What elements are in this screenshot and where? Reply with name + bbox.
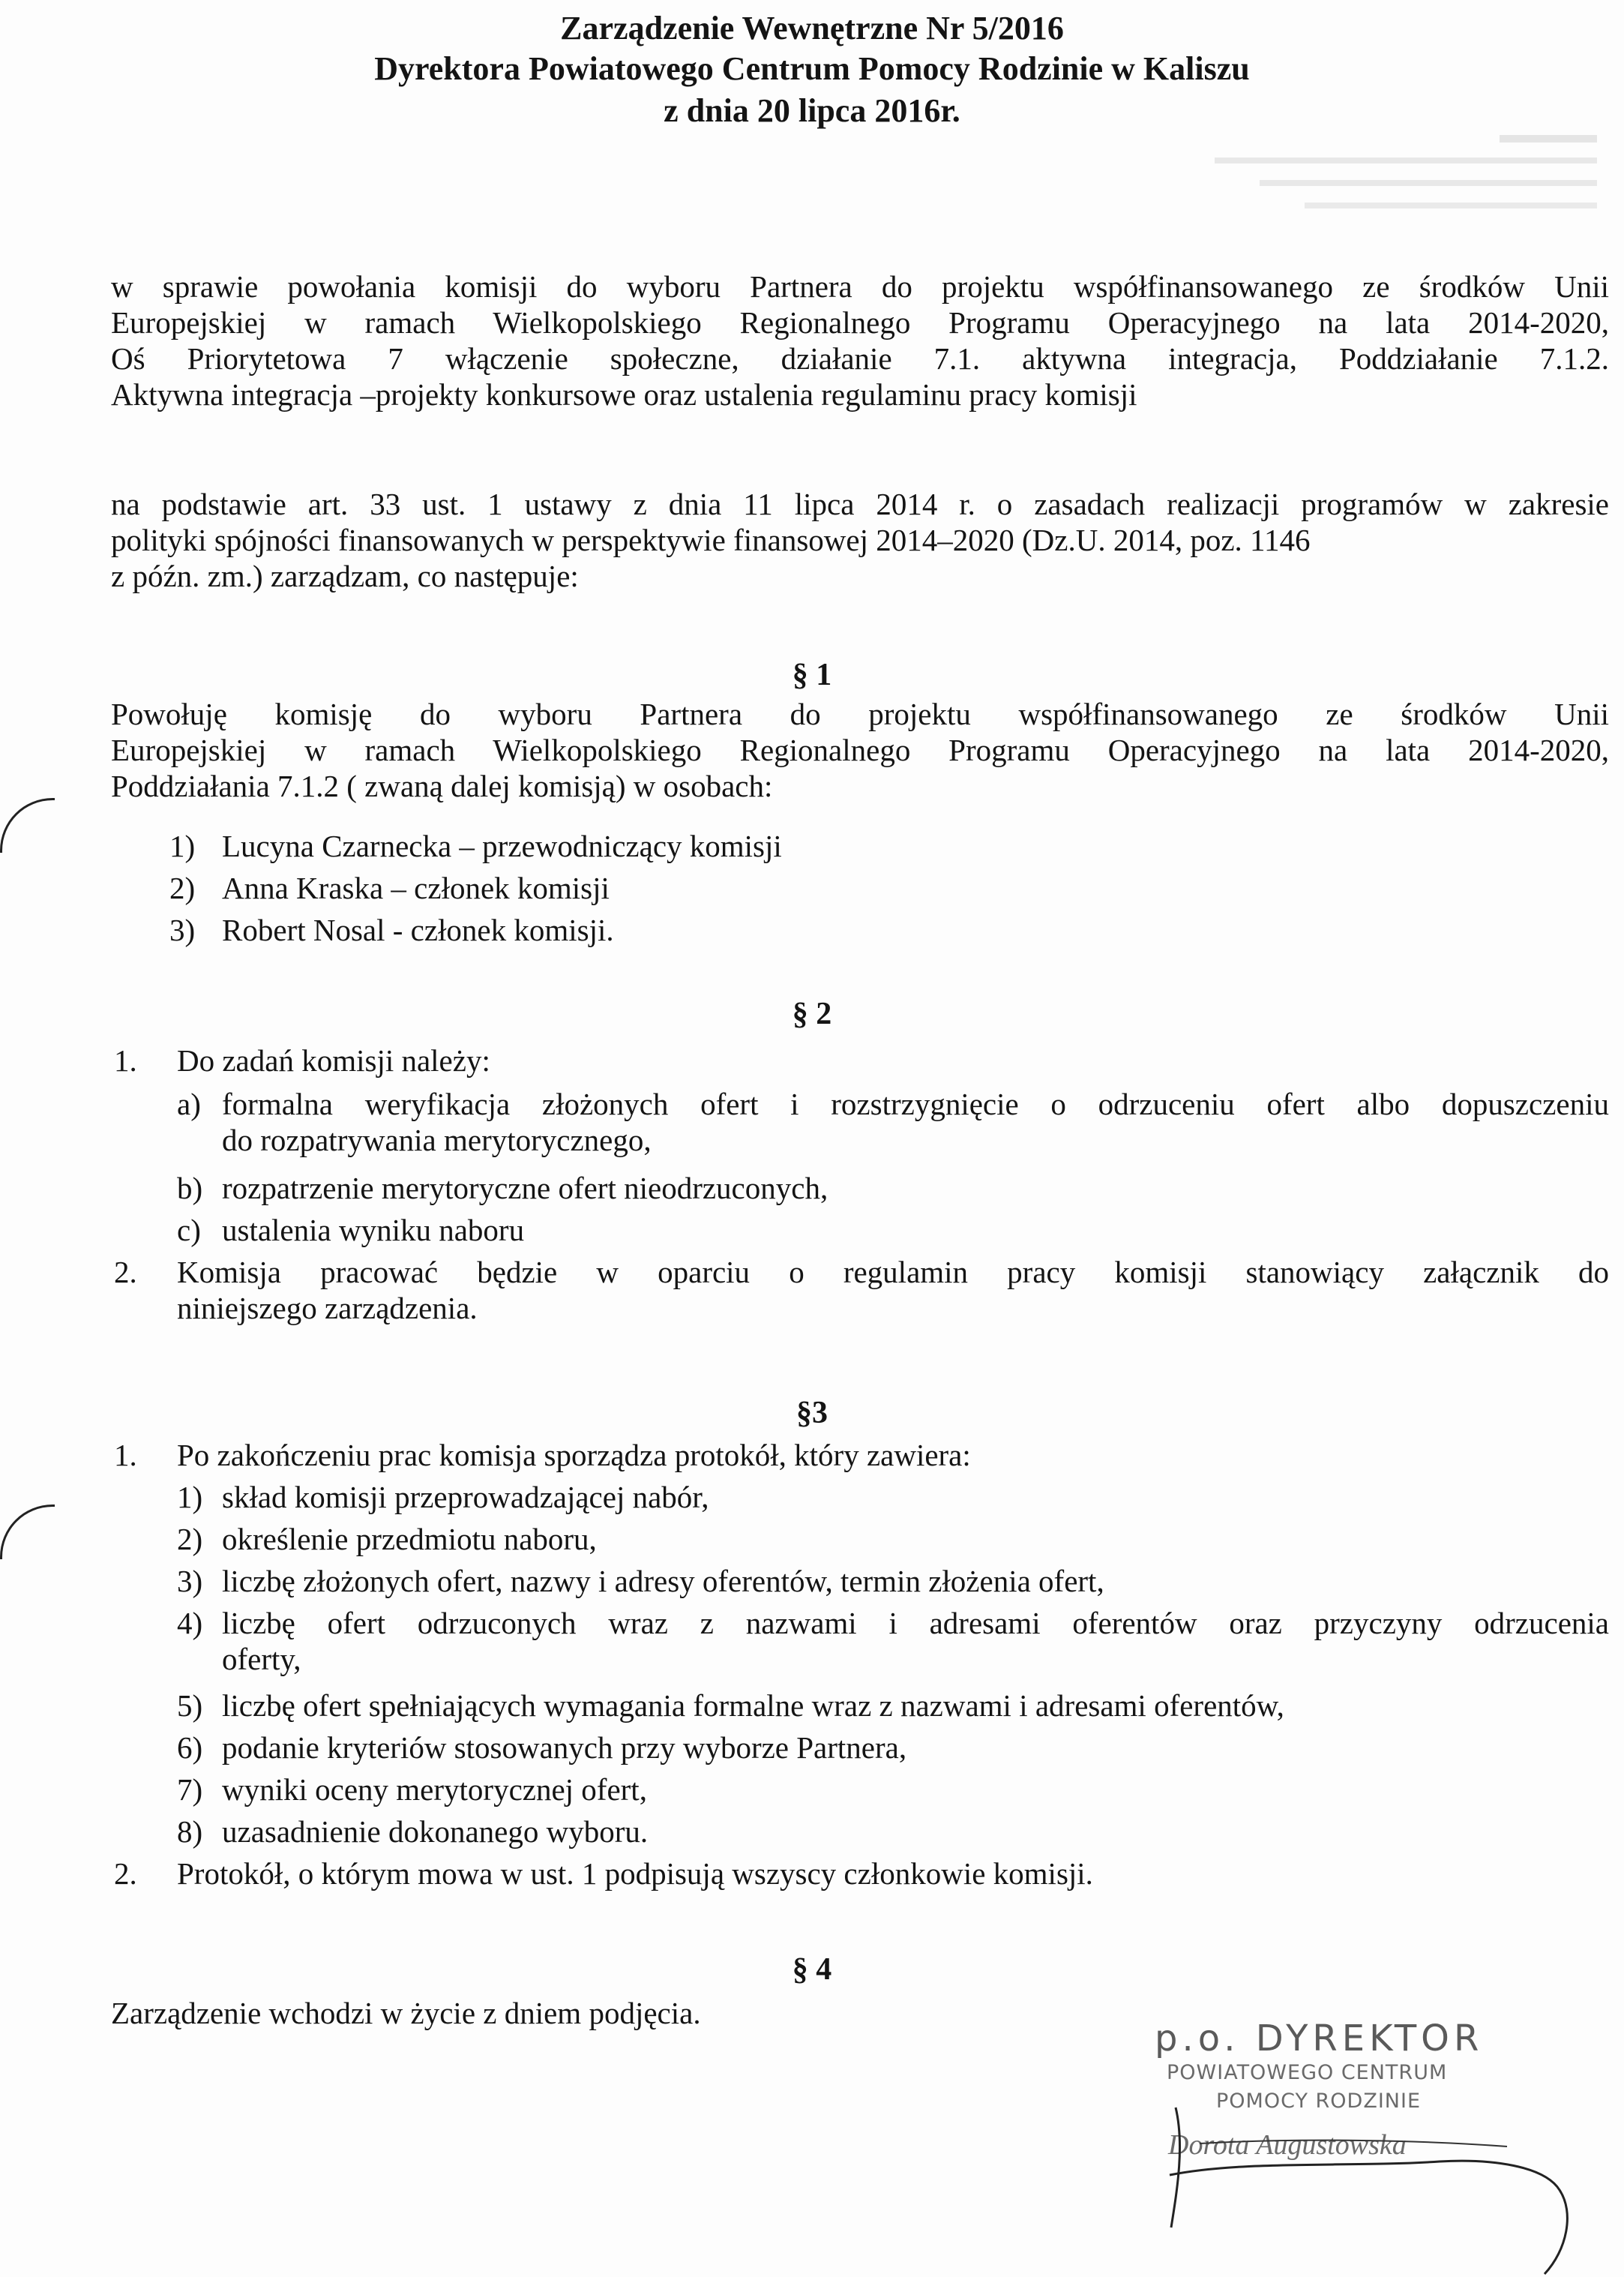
- letter-item-a: [222, 1086, 1609, 1158]
- paragraph-line: Komisja pracować będzie w oparciu o regulamin pracy komisji stanowiący załącznik do: [177, 1255, 1609, 1289]
- paragraph-text: Po zakończeniu prac komisja sporządza protokół, który zawiera:: [177, 1438, 971, 1472]
- protocol-item: określenie przedmiotu naboru,: [222, 1522, 597, 1556]
- protocol-item-number: 4): [177, 1606, 203, 1640]
- member-item: Robert Nosal - członek komisji.: [222, 913, 614, 947]
- protocol-item-line: oferty,: [222, 1642, 301, 1676]
- letter-marker: c): [177, 1213, 201, 1247]
- effective-clause: Zarządzenie wchodzi w życie z dniem podjęcia.: [111, 1996, 701, 2030]
- doc-title-line1: Zarządzenie Wewnętrzne Nr 5/2016: [560, 10, 1064, 46]
- member-number: 2): [169, 871, 196, 905]
- s1-line: Poddziałania 7.1.2 ( zwaną dalej komisją) w osobach:: [111, 769, 773, 803]
- stamp-name: Dorota Augustowska: [1168, 2129, 1407, 2161]
- paragraph-text: [177, 1254, 1609, 1326]
- stamp-institution-line1: POWIATOWEGO CENTRUM: [1167, 2061, 1448, 2084]
- paragraph-number: 2.: [114, 1856, 137, 1891]
- section-3-heading: §3: [796, 1396, 828, 1430]
- section-1-heading: § 1: [792, 658, 832, 692]
- protocol-item: skład komisji przeprowadzającej nabór,: [222, 1480, 709, 1514]
- letter-line: do rozpatrywania merytorycznego,: [222, 1123, 652, 1157]
- protocol-item: liczbę ofert spełniających wymagania formalne wraz z nazwami i adresami oferentów,: [222, 1688, 1284, 1723]
- handwritten-signature: [1155, 2078, 1605, 2277]
- basis-line: na podstawie art. 33 ust. 1 ustawy z dnia 11 lipca 2014 r. o zasadach realizacji programów w zakresie: [111, 487, 1609, 521]
- protocol-item-number: 3): [177, 1564, 203, 1598]
- protocol-item: podanie kryteriów stosowanych przy wyborze Partnera,: [222, 1730, 907, 1765]
- subject-line: Oś Priorytetowa 7 włączenie społeczne, działanie 7.1. aktywna integracja, Poddziałanie 7.1.2.: [111, 341, 1609, 376]
- paragraph-line: niniejszego zarządzenia.: [177, 1291, 478, 1325]
- letter-marker: b): [177, 1171, 203, 1205]
- protocol-item-number: 8): [177, 1814, 203, 1849]
- bleed-through-texture: [1215, 128, 1605, 218]
- protocol-item-number: 6): [177, 1730, 203, 1765]
- stamp-institution-line2: POMOCY RODZINIE: [1216, 2090, 1422, 2113]
- protocol-item-number: 7): [177, 1772, 203, 1807]
- bleed-through-lines: [1215, 128, 1605, 218]
- paragraph-number: 2.: [114, 1255, 137, 1289]
- doc-title-line3: z dnia 20 lipca 2016r.: [664, 92, 960, 129]
- s1-line: Europejskiej w ramach Wielkopolskiego Regionalnego Programu Operacyjnego na lata 2014-2020,: [111, 733, 1609, 767]
- member-number: 3): [169, 913, 196, 947]
- paragraph-number: 1.: [114, 1438, 137, 1472]
- letter-item-c: ustalenia wyniku naboru: [222, 1213, 525, 1247]
- punch-hole-mark: [0, 1504, 55, 1559]
- doc-title-line2: Dyrektora Powiatowego Centrum Pomocy Rodzinie w Kaliszu: [374, 50, 1250, 87]
- section-4-heading: § 4: [792, 1952, 832, 1987]
- section-2-heading: § 2: [792, 997, 832, 1031]
- letter-marker: a): [177, 1087, 201, 1121]
- subject-paragraph: [111, 268, 1609, 412]
- protocol-item-number: 2): [177, 1522, 203, 1556]
- paragraph-text: Do zadań komisji należy:: [177, 1043, 490, 1078]
- protocol-item: liczbę złożonych ofert, nazwy i adresy oferentów, termin złożenia ofert,: [222, 1564, 1104, 1598]
- subject-line: w sprawie powołania komisji do wyboru Partnera do projektu współfinansowanego ze środków Unii: [111, 269, 1609, 304]
- protocol-item-number: 5): [177, 1688, 203, 1723]
- member-item: Anna Kraska – członek komisji: [222, 871, 610, 905]
- letter-item-b: rozpatrzenie merytoryczne ofert nieodrzuconych,: [222, 1171, 828, 1205]
- punch-hole-mark: [0, 798, 55, 853]
- basis-line: polityki spójności finansowanych w perspektywie finansowej 2014–2020 (Dz.U. 2014, poz. 1146: [111, 523, 1311, 557]
- protocol-item-number: 1): [177, 1480, 203, 1514]
- subject-line: Europejskiej w ramach Wielkopolskiego Regionalnego Programu Operacyjnego na lata 2014-2020,: [111, 305, 1609, 340]
- legal-basis-paragraph: [111, 486, 1609, 594]
- protocol-item: [222, 1605, 1609, 1677]
- letter-line: formalna weryfikacja złożonych ofert i rozstrzygnięcie o odrzuceniu ofert albo dopuszczeniu: [222, 1087, 1609, 1121]
- section-1-text: [111, 696, 1609, 804]
- stamp-title: p.o. DYREKTOR: [1155, 2018, 1484, 2060]
- protocol-item: wyniki oceny merytorycznej ofert,: [222, 1772, 647, 1807]
- s1-line: Powołuję komisję do wyboru Partnera do projektu współfinansowanego ze środków Unii: [111, 697, 1609, 731]
- paragraph-text: Protokół, o którym mowa w ust. 1 podpisują wszyscy członkowie komisji.: [177, 1856, 1093, 1891]
- member-number: 1): [169, 829, 196, 863]
- basis-line: z późn. zm.) zarządzam, co następuje:: [111, 559, 579, 593]
- protocol-item: uzasadnienie dokonanego wyboru.: [222, 1814, 649, 1849]
- subject-line: Aktywna integracja –projekty konkursowe oraz ustalenia regulaminu pracy komisji: [111, 377, 1137, 412]
- member-item: Lucyna Czarnecka – przewodniczący komisji: [222, 829, 782, 863]
- paragraph-number: 1.: [114, 1043, 137, 1078]
- protocol-item-line: liczbę ofert odrzuconych wraz z nazwami i adresami oferentów oraz przyczyny odrzucenia: [222, 1606, 1609, 1640]
